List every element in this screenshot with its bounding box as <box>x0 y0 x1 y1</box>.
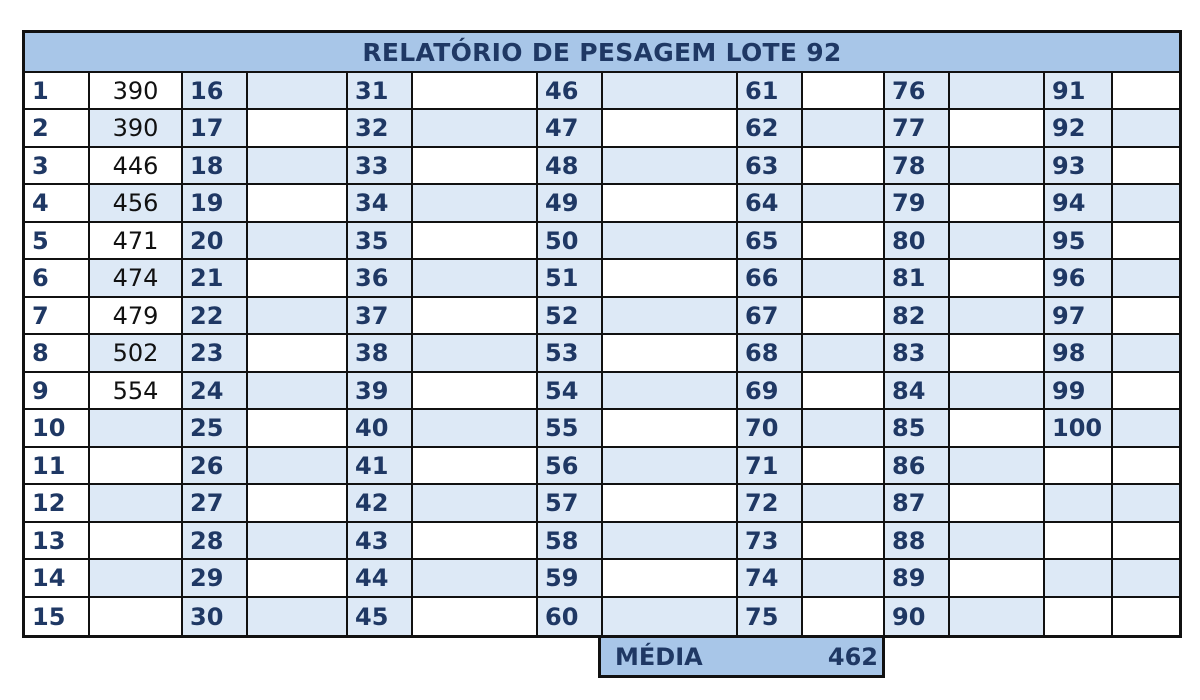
lot-index-26: 26 <box>183 448 248 485</box>
lot-index-27: 27 <box>183 485 248 523</box>
lot-index-89: 89 <box>885 560 950 598</box>
empty-label-cell <box>1045 598 1113 635</box>
lot-index-66: 66 <box>738 260 803 298</box>
weighing-report-table <box>22 30 1182 638</box>
lot-index-71: 71 <box>738 448 803 485</box>
lot-index-80: 80 <box>885 223 950 260</box>
lot-index-34: 34 <box>348 185 413 223</box>
weight-value-16[interactable] <box>248 73 348 110</box>
lot-index-83: 83 <box>885 335 950 373</box>
weight-value-90[interactable] <box>950 598 1045 635</box>
average-value: 462 <box>827 642 878 671</box>
weight-value-12[interactable] <box>90 485 183 523</box>
lot-index-18: 18 <box>183 148 248 185</box>
lot-index-23: 23 <box>183 335 248 373</box>
lot-index-53: 53 <box>538 335 603 373</box>
lot-index-76: 76 <box>885 73 950 110</box>
weight-value-71[interactable] <box>803 448 885 485</box>
lot-index-4: 4 <box>25 185 90 223</box>
lot-index-16: 16 <box>183 73 248 110</box>
lot-index-62: 62 <box>738 110 803 148</box>
empty-label-cell <box>1045 560 1113 598</box>
weight-value-8[interactable]: 502 <box>90 335 183 373</box>
lot-index-1: 1 <box>25 73 90 110</box>
weight-value-33[interactable] <box>413 148 538 185</box>
weight-value-44[interactable] <box>413 560 538 598</box>
lot-index-56: 56 <box>538 448 603 485</box>
lot-index-35: 35 <box>348 223 413 260</box>
weight-value-83[interactable] <box>950 335 1045 373</box>
weight-value-79[interactable] <box>950 185 1045 223</box>
lot-index-14: 14 <box>25 560 90 598</box>
weight-value-50[interactable] <box>603 223 738 260</box>
lot-index-52: 52 <box>538 298 603 335</box>
weight-value-49[interactable] <box>603 185 738 223</box>
lot-index-91: 91 <box>1045 73 1113 110</box>
lot-index-61: 61 <box>738 73 803 110</box>
lot-index-40: 40 <box>348 410 413 448</box>
lot-index-60: 60 <box>538 598 603 635</box>
lot-index-20: 20 <box>183 223 248 260</box>
lot-index-11: 11 <box>25 448 90 485</box>
lot-index-38: 38 <box>348 335 413 373</box>
weight-value-46[interactable] <box>603 73 738 110</box>
lot-index-6: 6 <box>25 260 90 298</box>
weight-value-11[interactable] <box>90 448 183 485</box>
lot-index-87: 87 <box>885 485 950 523</box>
weight-value-80[interactable] <box>950 223 1045 260</box>
lot-index-58: 58 <box>538 523 603 560</box>
average-summary <box>598 635 885 678</box>
lot-index-88: 88 <box>885 523 950 560</box>
lot-index-99: 99 <box>1045 373 1113 410</box>
lot-index-97: 97 <box>1045 298 1113 335</box>
weight-value-82[interactable] <box>950 298 1045 335</box>
lot-index-43: 43 <box>348 523 413 560</box>
lot-index-39: 39 <box>348 373 413 410</box>
weight-value-65[interactable] <box>803 223 885 260</box>
lot-index-85: 85 <box>885 410 950 448</box>
weight-value-105[interactable] <box>1113 598 1179 635</box>
lot-index-70: 70 <box>738 410 803 448</box>
lot-index-21: 21 <box>183 260 248 298</box>
lot-index-65: 65 <box>738 223 803 260</box>
lot-index-37: 37 <box>348 298 413 335</box>
lot-index-77: 77 <box>885 110 950 148</box>
weight-value-42[interactable] <box>413 485 538 523</box>
weight-value-37[interactable] <box>413 298 538 335</box>
lot-index-46: 46 <box>538 73 603 110</box>
weight-value-5[interactable]: 471 <box>90 223 183 260</box>
weight-value-87[interactable] <box>950 485 1045 523</box>
weight-value-64[interactable] <box>803 185 885 223</box>
weight-value-57[interactable] <box>603 485 738 523</box>
lot-index-22: 22 <box>183 298 248 335</box>
weight-value-1[interactable]: 390 <box>90 73 183 110</box>
weight-value-20[interactable] <box>248 223 348 260</box>
weight-value-96[interactable] <box>1113 260 1179 298</box>
weight-value-28[interactable] <box>248 523 348 560</box>
weight-value-3[interactable]: 446 <box>90 148 183 185</box>
lot-index-57: 57 <box>538 485 603 523</box>
weight-value-52[interactable] <box>603 298 738 335</box>
weight-value-31[interactable] <box>413 73 538 110</box>
lot-index-17: 17 <box>183 110 248 148</box>
lot-index-94: 94 <box>1045 185 1113 223</box>
lot-index-24: 24 <box>183 373 248 410</box>
weight-value-39[interactable] <box>413 373 538 410</box>
weight-value-27[interactable] <box>248 485 348 523</box>
weight-value-29[interactable] <box>248 560 348 598</box>
weight-value-6[interactable]: 474 <box>90 260 183 298</box>
weight-value-84[interactable] <box>950 373 1045 410</box>
lot-index-3: 3 <box>25 148 90 185</box>
weight-value-10[interactable] <box>90 410 183 448</box>
weight-value-32[interactable] <box>413 110 538 148</box>
weight-value-68[interactable] <box>803 335 885 373</box>
weight-value-63[interactable] <box>803 148 885 185</box>
lot-index-90: 90 <box>885 598 950 635</box>
lot-index-19: 19 <box>183 185 248 223</box>
lot-index-15: 15 <box>25 598 90 635</box>
lot-index-51: 51 <box>538 260 603 298</box>
weight-value-47[interactable] <box>603 110 738 148</box>
lot-index-68: 68 <box>738 335 803 373</box>
weight-value-2[interactable]: 390 <box>90 110 183 148</box>
lot-index-92: 92 <box>1045 110 1113 148</box>
lot-index-74: 74 <box>738 560 803 598</box>
weight-value-60[interactable] <box>603 598 738 635</box>
weight-value-18[interactable] <box>248 148 348 185</box>
weight-value-35[interactable] <box>413 223 538 260</box>
weight-value-103[interactable] <box>1113 523 1179 560</box>
weight-value-67[interactable] <box>803 298 885 335</box>
lot-index-29: 29 <box>183 560 248 598</box>
weight-value-38[interactable] <box>413 335 538 373</box>
weight-value-102[interactable] <box>1113 485 1179 523</box>
lot-index-7: 7 <box>25 298 90 335</box>
weight-value-72[interactable] <box>803 485 885 523</box>
lot-index-48: 48 <box>538 148 603 185</box>
weight-value-69[interactable] <box>803 373 885 410</box>
lot-index-36: 36 <box>348 260 413 298</box>
weight-value-13[interactable] <box>90 523 183 560</box>
lot-index-54: 54 <box>538 373 603 410</box>
lot-index-31: 31 <box>348 73 413 110</box>
weight-value-15[interactable] <box>90 598 183 635</box>
weight-value-26[interactable] <box>248 448 348 485</box>
lot-index-32: 32 <box>348 110 413 148</box>
lot-index-44: 44 <box>348 560 413 598</box>
lot-index-98: 98 <box>1045 335 1113 373</box>
lot-index-30: 30 <box>183 598 248 635</box>
weight-value-55[interactable] <box>603 410 738 448</box>
weight-value-76[interactable] <box>950 73 1045 110</box>
weight-value-56[interactable] <box>603 448 738 485</box>
weight-value-85[interactable] <box>950 410 1045 448</box>
lot-index-69: 69 <box>738 373 803 410</box>
lot-index-10: 10 <box>25 410 90 448</box>
weight-value-94[interactable] <box>1113 185 1179 223</box>
empty-label-cell <box>1045 448 1113 485</box>
lot-index-2: 2 <box>25 110 90 148</box>
lot-index-86: 86 <box>885 448 950 485</box>
weight-value-23[interactable] <box>248 335 348 373</box>
lot-index-8: 8 <box>25 335 90 373</box>
average-label: MÉDIA <box>615 642 703 671</box>
lot-index-45: 45 <box>348 598 413 635</box>
empty-label-cell <box>1045 485 1113 523</box>
lot-index-82: 82 <box>885 298 950 335</box>
lot-index-96: 96 <box>1045 260 1113 298</box>
weight-value-54[interactable] <box>603 373 738 410</box>
weight-value-21[interactable] <box>248 260 348 298</box>
lot-index-59: 59 <box>538 560 603 598</box>
report-title: RELATÓRIO DE PESAGEM LOTE 92 <box>25 33 1179 73</box>
lot-index-100: 100 <box>1045 410 1113 448</box>
lot-index-41: 41 <box>348 448 413 485</box>
lot-index-63: 63 <box>738 148 803 185</box>
lot-index-50: 50 <box>538 223 603 260</box>
lot-index-78: 78 <box>885 148 950 185</box>
weight-value-58[interactable] <box>603 523 738 560</box>
weight-value-17[interactable] <box>248 110 348 148</box>
weight-value-101[interactable] <box>1113 448 1179 485</box>
weight-value-74[interactable] <box>803 560 885 598</box>
weight-value-73[interactable] <box>803 523 885 560</box>
lot-index-95: 95 <box>1045 223 1113 260</box>
weight-value-30[interactable] <box>248 598 348 635</box>
lot-index-81: 81 <box>885 260 950 298</box>
weight-value-97[interactable] <box>1113 298 1179 335</box>
weight-value-24[interactable] <box>248 373 348 410</box>
lot-index-75: 75 <box>738 598 803 635</box>
lot-index-13: 13 <box>25 523 90 560</box>
lot-index-64: 64 <box>738 185 803 223</box>
weighing-grid <box>25 73 1179 635</box>
weight-value-14[interactable] <box>90 560 183 598</box>
weight-value-19[interactable] <box>248 185 348 223</box>
weight-value-70[interactable] <box>803 410 885 448</box>
lot-index-9: 9 <box>25 373 90 410</box>
lot-index-93: 93 <box>1045 148 1113 185</box>
weight-value-34[interactable] <box>413 185 538 223</box>
weight-value-7[interactable]: 479 <box>90 298 183 335</box>
weight-value-40[interactable] <box>413 410 538 448</box>
weight-value-25[interactable] <box>248 410 348 448</box>
weight-value-4[interactable]: 456 <box>90 185 183 223</box>
weight-value-9[interactable]: 554 <box>90 373 183 410</box>
lot-index-25: 25 <box>183 410 248 448</box>
lot-index-55: 55 <box>538 410 603 448</box>
empty-label-cell <box>1045 523 1113 560</box>
lot-index-84: 84 <box>885 373 950 410</box>
lot-index-73: 73 <box>738 523 803 560</box>
lot-index-72: 72 <box>738 485 803 523</box>
weight-value-88[interactable] <box>950 523 1045 560</box>
weight-value-61[interactable] <box>803 73 885 110</box>
lot-index-5: 5 <box>25 223 90 260</box>
weight-value-98[interactable] <box>1113 335 1179 373</box>
weight-value-77[interactable] <box>950 110 1045 148</box>
weight-value-41[interactable] <box>413 448 538 485</box>
weight-value-75[interactable] <box>803 598 885 635</box>
weight-value-86[interactable] <box>950 448 1045 485</box>
lot-index-47: 47 <box>538 110 603 148</box>
weight-value-100[interactable] <box>1113 410 1179 448</box>
lot-index-79: 79 <box>885 185 950 223</box>
weight-value-89[interactable] <box>950 560 1045 598</box>
lot-index-49: 49 <box>538 185 603 223</box>
weight-value-99[interactable] <box>1113 373 1179 410</box>
weight-value-43[interactable] <box>413 523 538 560</box>
weight-value-36[interactable] <box>413 260 538 298</box>
lot-index-28: 28 <box>183 523 248 560</box>
weight-value-78[interactable] <box>950 148 1045 185</box>
weight-value-62[interactable] <box>803 110 885 148</box>
weight-value-22[interactable] <box>248 298 348 335</box>
weight-value-81[interactable] <box>950 260 1045 298</box>
weight-value-92[interactable] <box>1113 110 1179 148</box>
lot-index-33: 33 <box>348 148 413 185</box>
weight-value-59[interactable] <box>603 560 738 598</box>
lot-index-42: 42 <box>348 485 413 523</box>
weight-value-91[interactable] <box>1113 73 1179 110</box>
weight-value-104[interactable] <box>1113 560 1179 598</box>
weight-value-45[interactable] <box>413 598 538 635</box>
weight-value-95[interactable] <box>1113 223 1179 260</box>
lot-index-67: 67 <box>738 298 803 335</box>
weight-value-93[interactable] <box>1113 148 1179 185</box>
weight-value-48[interactable] <box>603 148 738 185</box>
lot-index-12: 12 <box>25 485 90 523</box>
weight-value-51[interactable] <box>603 260 738 298</box>
weight-value-66[interactable] <box>803 260 885 298</box>
weight-value-53[interactable] <box>603 335 738 373</box>
